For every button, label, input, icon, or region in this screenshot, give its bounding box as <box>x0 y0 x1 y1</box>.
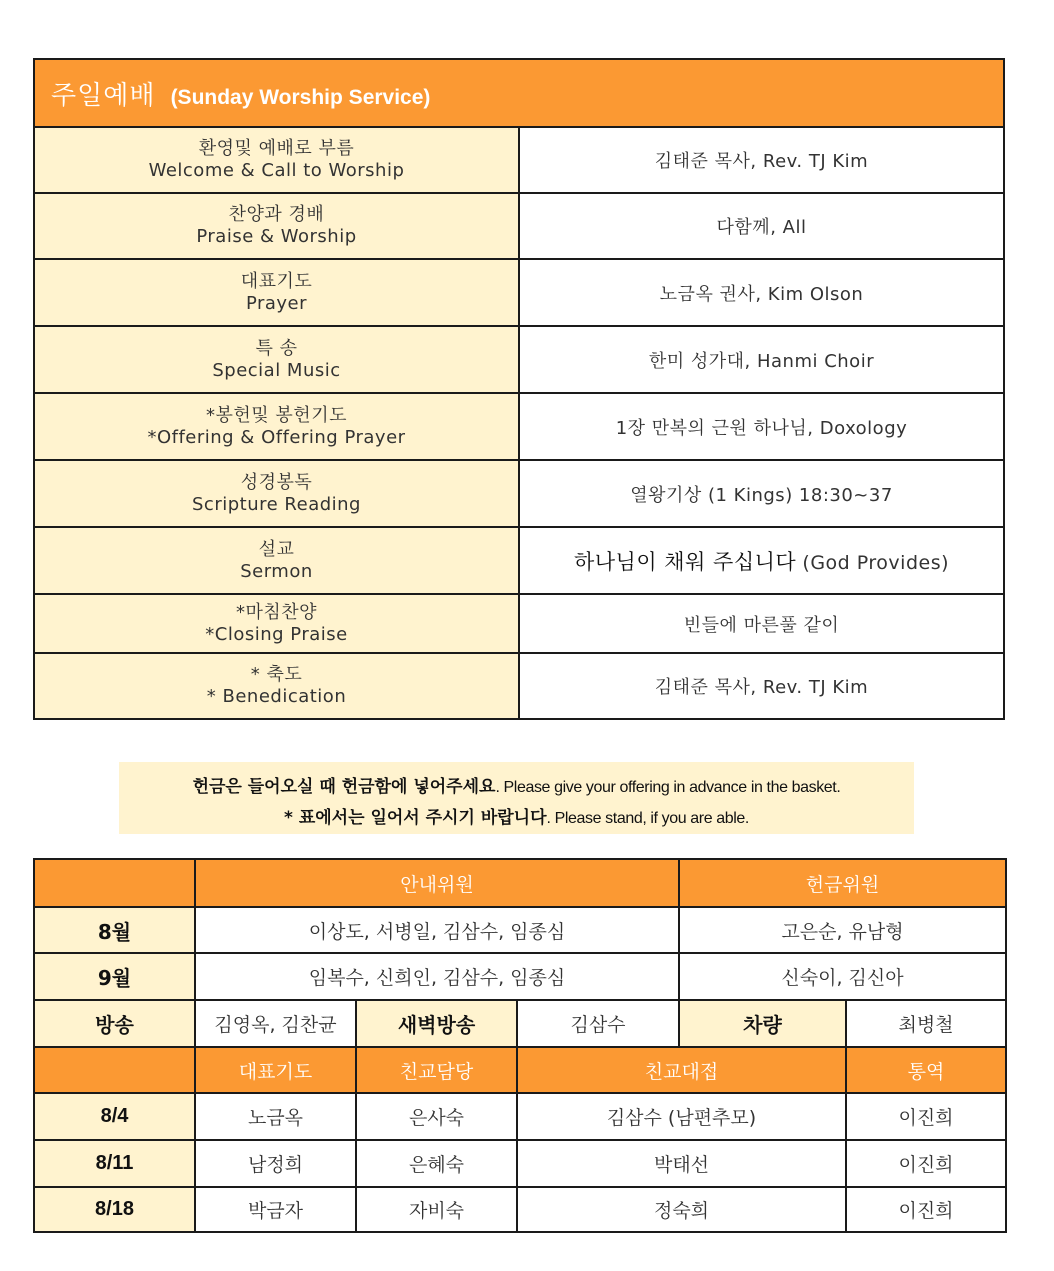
worship-title <box>34 59 1004 127</box>
dawn-broadcast-value: 김삼수 <box>517 1000 679 1047</box>
roster-corner <box>34 859 195 907</box>
worship-item-prayer <box>34 259 519 326</box>
item-label-en: * Benedication <box>206 686 347 707</box>
interpret-cell: 이진희 <box>846 1187 1006 1232</box>
worship-value: 빈들에 마른풀 같이 <box>519 594 1004 653</box>
worship-item-welcome <box>34 127 519 193</box>
vehicle-label: 차량 <box>679 1000 846 1047</box>
item-label-en: *Closing Praise <box>205 623 348 645</box>
date-label: 8/11 <box>34 1140 195 1187</box>
item-label-en: Welcome & Call to Worship <box>148 160 405 181</box>
item-label-en: Praise & Worship <box>196 226 357 247</box>
prayer-cell: 박금자 <box>195 1187 356 1232</box>
notice-line-1-ko: 헌금은 들어오실 때 헌금함에 넣어주세요 <box>192 777 496 797</box>
offering-cell: 신숙이, 김신아 <box>679 953 1006 1000</box>
item-label-ko: 환영및 예배로 부름 <box>198 138 355 159</box>
date-label: 8/18 <box>34 1187 195 1232</box>
offering-cell: 고은순, 유남형 <box>679 907 1006 953</box>
worship-item-sermon <box>34 527 519 594</box>
worship-value: 1장 만복의 근원 하나님, Doxology <box>519 393 1004 460</box>
item-label-ko: *봉헌및 봉헌기도 <box>206 404 347 426</box>
worship-value: 다함께, All <box>519 193 1004 259</box>
month-label: 8월 <box>34 907 195 953</box>
fellowship-header: 친교담당 <box>356 1047 517 1093</box>
item-label-en: *Offering & Offering Prayer <box>147 426 406 448</box>
fellowship-cell: 은사숙 <box>356 1093 517 1140</box>
worship-value: 김태준 목사, Rev. TJ Kim <box>519 653 1004 719</box>
hospitality-cell: 김삼수 (남편추모) <box>517 1093 846 1140</box>
item-label-ko: 대표기도 <box>240 270 313 292</box>
item-label-en: Sermon <box>240 560 313 582</box>
offering-header: 헌금위원 <box>679 859 1006 907</box>
notice-line-2 <box>119 803 914 828</box>
month-label: 9월 <box>34 953 195 1000</box>
fellowship-cell: 자비숙 <box>356 1187 517 1232</box>
broadcast-label: 방송 <box>34 1000 195 1047</box>
worship-value: 김태준 목사, Rev. TJ Kim <box>519 127 1004 193</box>
worship-item-scripture <box>34 460 519 527</box>
worship-item-benediction <box>34 653 519 719</box>
ushers-header: 안내위원 <box>195 859 679 907</box>
worship-value: 열왕기상 (1 Kings) 18:30~37 <box>519 460 1004 527</box>
notice-line-1 <box>119 772 914 797</box>
worship-value: 노금옥 권사, Kim Olson <box>519 259 1004 326</box>
duty-roster-table <box>33 858 1007 1233</box>
interpret-cell: 이진희 <box>846 1093 1006 1140</box>
roster-corner-2 <box>34 1047 195 1093</box>
hospitality-cell: 박태선 <box>517 1140 846 1187</box>
hospitality-cell: 정숙희 <box>517 1187 846 1232</box>
interpret-cell: 이진희 <box>846 1140 1006 1187</box>
sermon-title-en: (God Provides) <box>802 551 950 574</box>
ushers-cell: 임복수, 신희인, 김삼수, 임종심 <box>195 953 679 1000</box>
item-label-ko: 특 송 <box>255 337 298 359</box>
worship-title-en: (Sunday Worship Service) <box>170 85 431 109</box>
worship-item-praise <box>34 193 519 259</box>
interpret-header: 통역 <box>846 1047 1006 1093</box>
prayer-header: 대표기도 <box>195 1047 356 1093</box>
hospitality-header: 친교대접 <box>517 1047 846 1093</box>
notice-line-2-ko: * 표에서는 일어서 주시기 바랍니다 <box>284 808 547 828</box>
item-label-ko: 설교 <box>258 538 295 560</box>
worship-item-offering <box>34 393 519 460</box>
item-label-en: Scripture Reading <box>192 493 361 515</box>
fellowship-cell: 은혜숙 <box>356 1140 517 1187</box>
worship-order-table <box>33 58 1005 720</box>
item-label-ko: 찬양과 경배 <box>228 204 325 225</box>
date-label: 8/4 <box>34 1093 195 1140</box>
prayer-cell: 남정희 <box>195 1140 356 1187</box>
sermon-title-ko: 하나님이 채워 주십니다 <box>573 549 797 574</box>
sermon-title <box>519 527 1004 594</box>
item-label-en: Prayer <box>245 292 308 314</box>
vehicle-value: 최병철 <box>846 1000 1006 1047</box>
notice-line-2-en: . Please stand, if you are able. <box>546 810 749 827</box>
offering-notice <box>119 762 914 834</box>
worship-title-ko: 주일예배 <box>51 80 156 111</box>
prayer-cell: 노금옥 <box>195 1093 356 1140</box>
worship-value: 한미 성가대, Hanmi Choir <box>519 326 1004 393</box>
notice-line-1-en: . Please give your offering in advance in the basket. <box>495 779 841 796</box>
worship-item-closing-praise <box>34 594 519 653</box>
dawn-broadcast-label: 새벽방송 <box>356 1000 517 1047</box>
worship-item-special-music <box>34 326 519 393</box>
ushers-cell: 이상도, 서병일, 김삼수, 임종심 <box>195 907 679 953</box>
item-label-ko: 성경봉독 <box>240 471 313 493</box>
item-label-en: Special Music <box>212 359 341 381</box>
broadcast-value: 김영옥, 김찬균 <box>195 1000 356 1047</box>
item-label-ko: *마침찬양 <box>235 601 318 623</box>
item-label-ko: * 축도 <box>250 664 303 685</box>
